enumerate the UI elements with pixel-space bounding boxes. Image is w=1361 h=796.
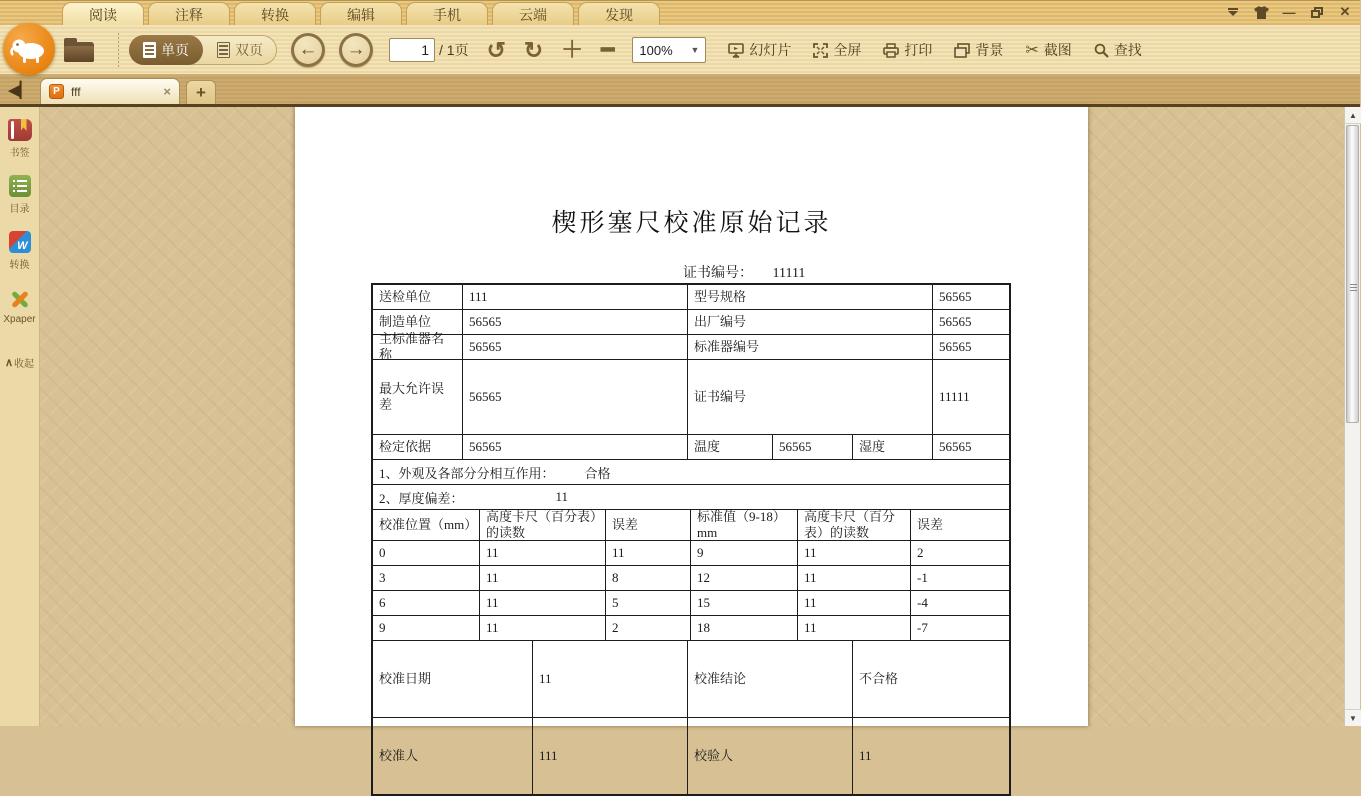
note-label: 2、厚度偏差： [379, 490, 464, 506]
background-icon [954, 43, 970, 58]
table-row [373, 718, 1009, 794]
sidebar-item-bookmark[interactable] [8, 119, 32, 159]
convert-label: 转换 [9, 260, 30, 271]
table-cell: 温度 [688, 435, 773, 459]
main-area [0, 107, 1360, 763]
page-number-input[interactable] [389, 38, 435, 62]
chevron-down-icon: ▼ [690, 45, 700, 55]
app-logo-icon[interactable] [3, 23, 55, 75]
certificate-number-label: 证书编号： [683, 266, 753, 281]
table-cell: 9 [373, 616, 480, 640]
pdf-file-icon: P [49, 84, 64, 99]
menu-tab-mobile[interactable]: 手机 [406, 2, 488, 26]
zoom-in-icon[interactable]: ＋ [561, 37, 584, 62]
table-row [373, 485, 1009, 510]
table-cell: 11 [480, 591, 606, 615]
table-cell: 检定依据 [373, 435, 463, 459]
rotate-cw-icon[interactable]: ↻ [523, 36, 544, 63]
table-cell: 11 [798, 591, 911, 615]
minimize-button[interactable]: — [1282, 4, 1296, 20]
pdf-page [295, 107, 1088, 763]
table-row [373, 435, 1009, 460]
new-tab-button[interactable]: + [186, 80, 216, 104]
table-cell: 型号规格 [688, 285, 933, 309]
table-cell: 11 [480, 541, 606, 565]
header-cell: 误差 [917, 516, 944, 532]
table-cell: 6 [373, 591, 480, 615]
collapse-chevron-icon: ∧ [4, 357, 14, 369]
tab-scroll-left-icon[interactable]: ◀▏ [8, 82, 32, 99]
table-cell: 湿度 [853, 435, 933, 459]
table-cell: -7 [917, 619, 928, 635]
restore-button[interactable] [1308, 4, 1326, 20]
document-tab[interactable] [40, 78, 180, 104]
menu-tab-annotate[interactable]: 注释 [148, 2, 230, 26]
window-controls [1224, 4, 1354, 20]
table-cell: 3 [373, 566, 480, 590]
table-cell: 56565 [463, 360, 688, 434]
fullscreen-label: 全屏 [833, 42, 862, 58]
table-cell: 56565 [939, 438, 972, 454]
vertical-scrollbar[interactable] [1344, 107, 1360, 726]
toc-label: 目录 [9, 204, 30, 215]
menu-tabs [62, 2, 664, 26]
prev-page-button[interactable]: ← [291, 33, 325, 67]
scrollbar-thumb[interactable] [1346, 125, 1359, 423]
table-cell: 校验人 [688, 718, 853, 794]
fullscreen-icon [813, 43, 828, 58]
table-cell: 校准日期 [373, 641, 533, 717]
background-label: 背景 [975, 42, 1004, 58]
table-cell: 标准器编号 [688, 335, 933, 359]
table-cell: 56565 [463, 435, 688, 459]
table-cell: 11 [798, 616, 911, 640]
zoom-level-select[interactable] [632, 37, 706, 63]
note-label: 1、外观及各部分分相互作用： [379, 465, 555, 481]
document-title: 楔形塞尺校准原始记录 [551, 210, 832, 237]
table-cell: 56565 [939, 338, 972, 354]
document-tab-bar [0, 75, 1360, 104]
table-cell: 11 [606, 541, 691, 565]
zoom-out-icon[interactable]: ━ [601, 37, 615, 62]
single-page-icon [143, 42, 156, 58]
table-cell: -4 [917, 594, 928, 610]
header-cell: 高度卡尺（百分表）的读数 [480, 510, 606, 540]
table-row [373, 591, 1009, 616]
left-sidebar [0, 107, 40, 726]
table-cell: 56565 [463, 310, 688, 334]
note-thickness [373, 485, 1009, 509]
table-cell: 111 [463, 285, 688, 309]
sidebar-item-convert[interactable] [9, 231, 31, 271]
table-row [373, 360, 1009, 435]
toc-icon [9, 175, 31, 197]
slideshow-label: 幻灯片 [749, 42, 792, 58]
convert-to-word-icon: W [9, 231, 31, 253]
table-cell: 2 [917, 544, 924, 560]
document-tab-title: fff [71, 84, 81, 99]
table-cell: 11 [798, 541, 911, 565]
note-appearance [373, 460, 1009, 484]
scroll-down-icon[interactable]: ▼ [1345, 709, 1361, 726]
table-cell: 18 [691, 616, 798, 640]
print-label: 打印 [904, 42, 933, 58]
screenshot-button[interactable] [1025, 40, 1071, 60]
double-page-button[interactable] [203, 35, 277, 65]
single-page-button[interactable] [129, 35, 203, 65]
rotate-ccw-icon[interactable]: ↺ [486, 36, 506, 63]
skin-icon[interactable] [1252, 4, 1270, 20]
menu-tab-convert[interactable]: 转换 [234, 2, 316, 26]
table-cell: 不合格 [859, 670, 899, 686]
print-icon [883, 43, 899, 58]
double-page-label: 双页 [235, 42, 263, 58]
xpaper-icon [8, 287, 32, 311]
table-cell: 9 [691, 541, 798, 565]
zoom-level-value: 100% [639, 42, 673, 58]
table-cell: 0 [373, 541, 480, 565]
toolbar [0, 25, 1360, 75]
table-cell: 出厂编号 [688, 310, 933, 334]
background-button[interactable] [954, 40, 1003, 60]
table-cell: 11111 [939, 388, 970, 404]
table-cell: 证书编号 [688, 360, 933, 434]
table-row [373, 541, 1009, 566]
toolbar-separator [118, 33, 119, 67]
note-value: 合格 [584, 465, 611, 481]
table-row [373, 566, 1009, 591]
screenshot-label: 截图 [1043, 42, 1072, 58]
slideshow-button[interactable] [728, 40, 791, 60]
table-row [373, 641, 1009, 718]
table-cell: 111 [533, 718, 688, 794]
table-row [373, 460, 1009, 485]
menu-tab-discover[interactable]: 发现 [578, 2, 660, 26]
single-page-label: 单页 [161, 42, 189, 58]
next-page-button[interactable]: → [339, 33, 373, 67]
table-row [373, 285, 1009, 310]
close-button[interactable]: ✕ [1339, 4, 1351, 19]
header-cell: 校准位置（mm） [373, 510, 480, 540]
double-page-icon [217, 42, 230, 58]
table-cell: 15 [691, 591, 798, 615]
tab-close-icon[interactable]: × [163, 84, 171, 99]
print-button[interactable] [883, 40, 932, 60]
certificate-number-value: 11111 [772, 266, 806, 281]
table-cell: 校准结论 [688, 641, 853, 717]
note-value: 11 [555, 489, 569, 504]
scroll-up-icon[interactable]: ▲ [1345, 107, 1361, 124]
sidebar-collapse-button[interactable] [5, 355, 34, 370]
document-viewer[interactable] [40, 107, 1344, 763]
menu-bar [0, 0, 1360, 25]
fold-toolbar-icon[interactable] [1224, 4, 1242, 20]
calibration-table [371, 283, 1011, 796]
table-cell: 11 [798, 566, 911, 590]
certificate-number-line [683, 262, 805, 282]
table-cell: 11 [480, 616, 606, 640]
header-cell: 高度卡尺（百分表）的读数 [798, 510, 911, 540]
table-cell: 最大允许误差 [373, 360, 463, 434]
table-cell: 11 [480, 566, 606, 590]
slideshow-icon [728, 43, 744, 58]
table-cell: -1 [917, 569, 928, 585]
collapse-label: 收起 [14, 359, 35, 370]
table-row [373, 330, 1009, 362]
table-cell: 5 [606, 591, 691, 615]
table-cell: 制造单位 [373, 310, 463, 334]
table-row [373, 310, 1009, 335]
menu-tab-cloud[interactable]: 云端 [492, 2, 574, 26]
header-cell: 误差 [606, 510, 691, 540]
scissors-icon: ✂ [1025, 42, 1039, 59]
table-cell: 2 [606, 616, 691, 640]
table-cell: 56565 [939, 288, 972, 304]
page-total-label: / 1页 [439, 42, 469, 58]
table-cell: 12 [691, 566, 798, 590]
table-header-row [373, 510, 1009, 541]
table-row [373, 616, 1009, 641]
search-icon [1094, 43, 1109, 58]
table-cell: 56565 [463, 335, 688, 359]
header-cell: 标准值（9-18）mm [691, 510, 798, 540]
table-cell: 56565 [939, 313, 972, 329]
page-mode-toggle [129, 35, 277, 65]
fullscreen-button[interactable] [813, 40, 861, 60]
table-cell: 校准人 [373, 718, 533, 794]
bookmark-label: 书签 [9, 148, 30, 159]
open-file-icon[interactable] [64, 38, 96, 62]
table-cell: 11 [859, 747, 872, 763]
sidebar-item-toc[interactable] [9, 175, 31, 215]
menu-tab-edit[interactable]: 编辑 [320, 2, 402, 26]
bookmark-icon [8, 119, 32, 141]
xpaper-label: Xpaper [3, 314, 36, 325]
table-cell: 送检单位 [373, 285, 463, 309]
scrollbar-grip [1350, 284, 1357, 285]
find-label: 查找 [1113, 42, 1142, 58]
table-cell: 8 [606, 566, 691, 590]
table-cell: 主标准器名称 [373, 335, 463, 359]
table-cell: 11 [533, 641, 688, 717]
find-button[interactable] [1094, 40, 1142, 60]
sidebar-item-xpaper[interactable] [3, 287, 35, 325]
table-cell: 56565 [773, 435, 853, 459]
menu-tab-read[interactable]: 阅读 [62, 2, 144, 26]
